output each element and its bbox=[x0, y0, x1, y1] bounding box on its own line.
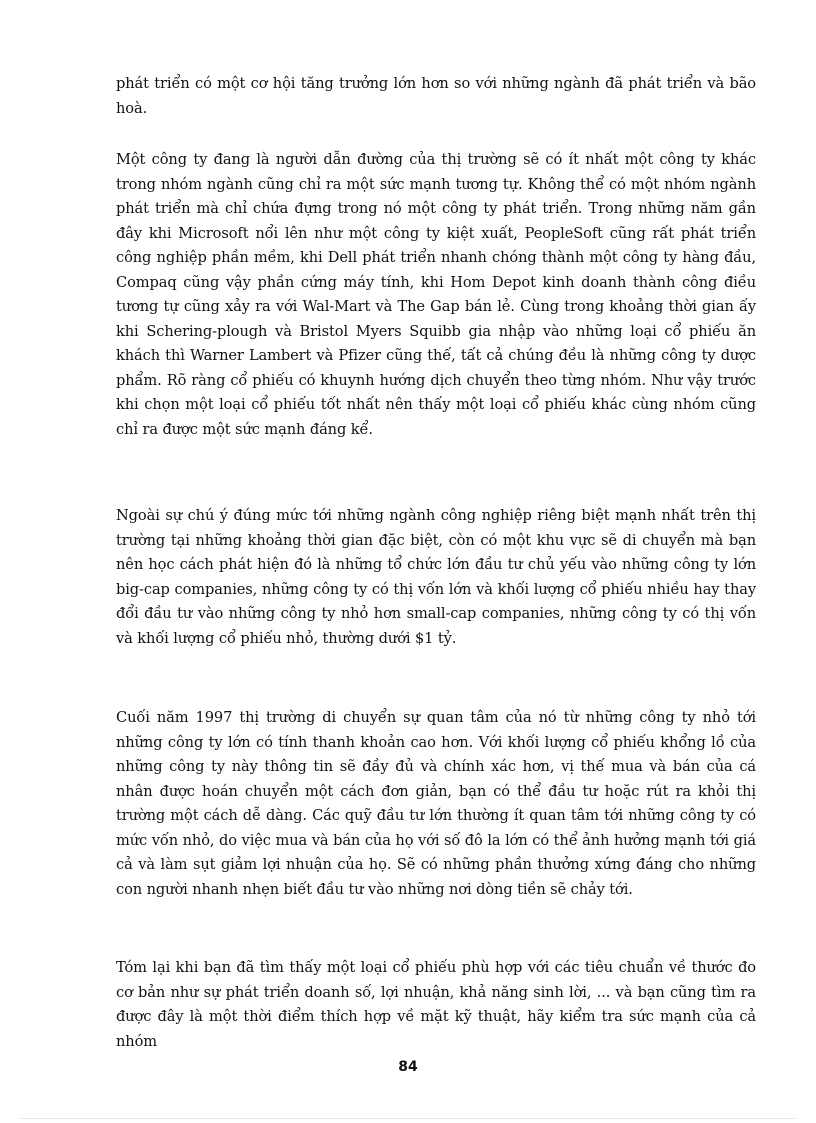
paragraph-5: Tóm lại khi bạn đã tìm thấy một loại cổ phiếu phù hợp với các tiêu chuẩn về thước đo cơ bản như sự phát triển doanh số, lợi nhuận, khả năng sinh lời, ... và bạn cũng tìm ra được đây là một thời điểm thích hợp về mặt kỹ thuật, hãy kiểm tra sức mạnh của cả nhóm bbox=[116, 959, 756, 1050]
paragraph-1: phát triển có một cơ hội tăng trưởng lớn hơn so với những ngành đã phát triển và bão hoà. bbox=[116, 75, 756, 117]
paragraph-2: Một công ty đang là người dẫn đường của thị trường sẽ có ít nhất một công ty khác trong nhóm ngành cũng chỉ ra một sức mạnh tương tự. Không thể có một nhóm ngành phát triển mà chỉ chứa đựng trong nó một công ty phát triển. Trong những năm gần đây khi Microsoft nổi lên như một công ty kiệt xuất, PeopleSoft cũng rất phát triển công nghiệp phần mềm, khi Dell phát triển nhanh chóng thành một công ty hàng đầu, Compaq cũng vậy phần cứng máy tính, khi Hom Depot kinh doanh thành công điều tương tự cũng xảy ra với Wal-Mart và The Gap bán lẻ. Cùng trong khoảng thời gian ấy khi Schering-plough và Bristol Myers Squibb gia nhập vào những loại cổ phiếu ăn khách thì Warner Lambert và Pfizer cũng thế, tất cả chúng đều là những công ty dược phẩm. Rõ ràng cổ phiếu có khuynh hướng dịch chuyển theo từng nhóm. Như vậy trước khi chọn một loại cổ phiếu tốt nhất nên thấy một loại cổ phiếu khác cùng nhóm cũng chỉ ra được một sức mạnh đáng kể. bbox=[116, 151, 756, 438]
page-number: 84 bbox=[398, 1059, 418, 1075]
paragraph-3: Ngoài sự chú ý đúng mức tới những ngành công nghiệp riêng biệt mạnh nhất trên thị trường tại những khoảng thời gian đặc biệt, còn có một khu vực sẽ di chuyển mà bạn nên học cách phát hiện đó là những tổ chức lớn đầu tư chủ yếu vào những công ty lớn big-cap companies, những công ty có thị vốn lớn và khối lượng cổ phiếu nhiều hay thay đổi đầu tư vào những công ty nhỏ hơn small-cap companies, những công ty có thị vốn và khối lượng cổ phiếu nhỏ, thường dưới $1 tỷ. bbox=[116, 507, 756, 647]
paragraph-4: Cuối năm 1997 thị trường di chuyển sự quan tâm của nó từ những công ty nhỏ tới những công ty lớn có tính thanh khoản cao hơn. Với khối lượng cổ phiếu khổng lồ của những công ty này thông tin sẽ đầy đủ và chính xác hơn, vị thế mua và bán của cá nhân được hoán chuyển một cách đơn giản, bạn có thể đầu tư hoặc rút ra khỏi thị trường một cách dễ dàng. Các quỹ đầu tư lớn thường ít quan tâm tới những công ty có mức vốn nhỏ, do việc mua và bán của họ với số đô la lớn có thể ảnh hưởng mạnh tới giá cả và làm sụt giảm lợi nhuận của họ. Sẽ có những phần thưởng xứng đáng cho những con người nhanh nhẹn biết đầu tư vào những nơi dòng tiền sẽ chảy tới. bbox=[116, 709, 756, 898]
bottom-divider bbox=[20, 1118, 796, 1119]
